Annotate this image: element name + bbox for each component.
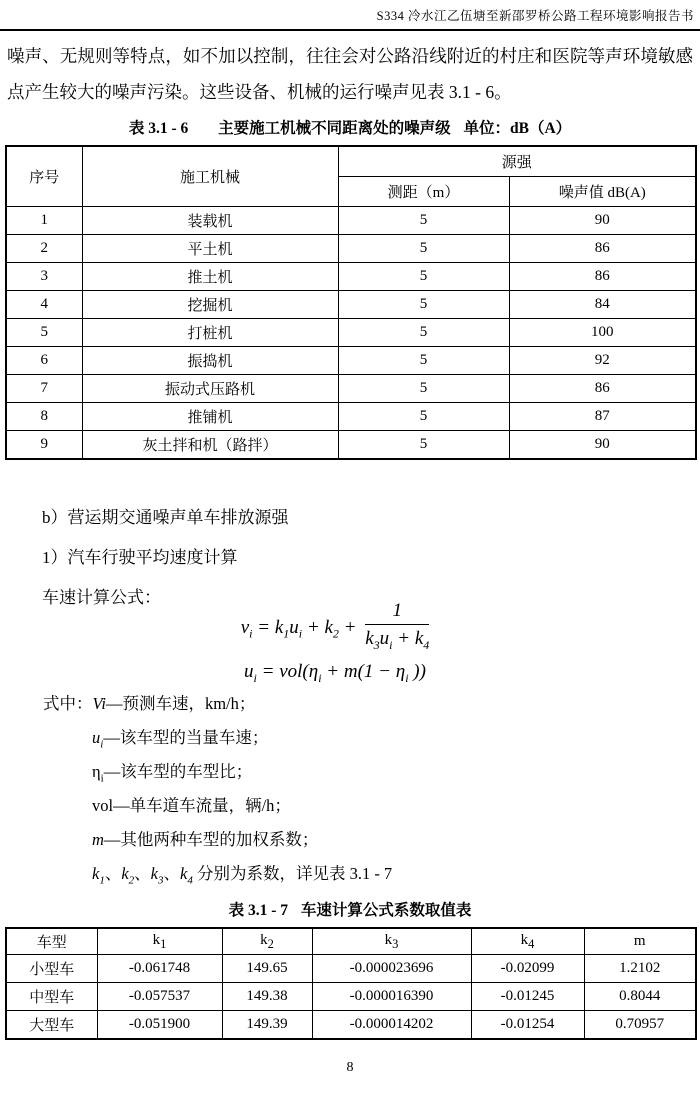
cell-distance: 5 — [338, 347, 509, 375]
table-row — [6, 235, 696, 263]
table-row — [6, 375, 696, 403]
coeff-table-title-text: 车速计算公式系数取值表 — [300, 902, 472, 919]
cell-machine: 灰土拌和机（路拌） — [82, 431, 338, 460]
formula-eq2: $u_i = vol(\eta_i + m(1 - \eta_i$ )) — [244, 660, 426, 685]
table-row — [6, 263, 696, 291]
formula-intro: 车速计算公式： — [42, 588, 161, 607]
cell-vehicle-type: 小型车 — [6, 955, 97, 983]
definition-line: $u_i—$该车型的当量车速； — [92, 728, 269, 751]
cell-k2: 149.39 — [222, 1011, 312, 1040]
col-header-noise: 噪声值 dB(A) — [509, 177, 696, 207]
cell-no: 7 — [6, 375, 82, 403]
cell-noise: 90 — [509, 207, 696, 235]
cell-distance: 5 — [338, 207, 509, 235]
cell-noise: 86 — [509, 235, 696, 263]
header-title: S334 冷水江乙伍塘至新邵罗桥公路工程环境影响报告书 — [376, 9, 694, 23]
cell-no: 6 — [6, 347, 82, 375]
section-heading-b: b）营运期交通噪声单车排放源强 — [42, 508, 289, 527]
table-row — [6, 431, 696, 460]
col-header-source: 源强 — [338, 146, 696, 177]
cell-no: 5 — [6, 319, 82, 347]
cell-k3: -0.000016390 — [312, 983, 471, 1011]
cell-vehicle-type: 大型车 — [6, 1011, 97, 1040]
noise-table-title-text: 主要施工机械不同距离处的噪声级 — [218, 120, 451, 137]
col-header-k1: $k_1$ — [97, 928, 222, 955]
col-header-no: 序号 — [6, 146, 82, 207]
cell-distance: 5 — [338, 375, 509, 403]
coeff-table-header-row — [6, 928, 696, 955]
cell-noise: 90 — [509, 431, 696, 460]
table-row — [6, 955, 696, 983]
cell-m: 0.8044 — [584, 983, 696, 1011]
col-header-vehicle-type: 车型 — [6, 928, 97, 955]
col-header-k4: $k_4$ — [471, 928, 584, 955]
cell-machine: 推铺机 — [82, 403, 338, 431]
cell-machine: 挖掘机 — [82, 291, 338, 319]
cell-no: 1 — [6, 207, 82, 235]
fraction: $\frac{1}{k_3u_i + k_4}$ — [365, 600, 430, 652]
cell-machine: 振动式压路机 — [82, 375, 338, 403]
cell-machine: 装载机 — [82, 207, 338, 235]
cell-machine: 振捣机 — [82, 347, 338, 375]
coeff-table-title-label: 表 3.1 - 7 — [228, 902, 289, 919]
cell-k1: -0.057537 — [97, 983, 222, 1011]
cell-no: 8 — [6, 403, 82, 431]
definition-line: vol—单车道车流量，辆/h； — [92, 796, 291, 815]
table-row — [6, 983, 696, 1011]
cell-k1: -0.061748 — [97, 955, 222, 983]
cell-k3: -0.000014202 — [312, 1011, 471, 1040]
cell-distance: 5 — [338, 403, 509, 431]
col-header-machine: 施工机械 — [82, 146, 338, 207]
cell-k4: -0.01245 — [471, 983, 584, 1011]
definition-line: 式中：Vi—预测车速，km/h； — [43, 694, 256, 713]
col-header-distance: 测距（m） — [338, 177, 509, 207]
cell-noise: 86 — [509, 375, 696, 403]
noise-table — [5, 145, 697, 460]
col-header-m: m — [584, 928, 696, 955]
table-row — [6, 207, 696, 235]
speed-formula — [0, 601, 670, 686]
cell-m: 1.2102 — [584, 955, 696, 983]
cell-k4: -0.01254 — [471, 1011, 584, 1040]
definition-lead: 式中： — [43, 694, 93, 713]
cell-machine: 打桩机 — [82, 319, 338, 347]
cell-distance: 5 — [338, 319, 509, 347]
cell-no: 3 — [6, 263, 82, 291]
table-row — [6, 1011, 696, 1040]
cell-noise: 87 — [509, 403, 696, 431]
cell-no: 9 — [6, 431, 82, 460]
formula-eq1: $v_i = k_1u_i + k_2$ + $\frac{1}{k_3u_i + k_4}$ — [0, 601, 670, 656]
page-number: 8 — [346, 1060, 354, 1075]
cell-k1: -0.051900 — [97, 1011, 222, 1040]
table-row — [6, 291, 696, 319]
table-row — [6, 403, 696, 431]
definition-line-k-coefficients: $k_1$、$k_2$、$k_3$、$k_4$ 分别为系数，详见表 3.1 - 7 — [92, 864, 393, 887]
noise-table-title-label: 表 3.1 - 6 — [128, 120, 189, 137]
section-heading-1: 1）汽车行驶平均速度计算 — [42, 548, 238, 567]
noise-table-header-row-1 — [6, 146, 696, 177]
cell-distance: 5 — [338, 235, 509, 263]
cell-vehicle-type: 中型车 — [6, 983, 97, 1011]
cell-distance: 5 — [338, 431, 509, 460]
cell-k3: -0.000023696 — [312, 955, 471, 983]
cell-k4: -0.02099 — [471, 955, 584, 983]
cell-no: 2 — [6, 235, 82, 263]
cell-k2: 149.65 — [222, 955, 312, 983]
noise-table-title — [0, 116, 700, 138]
cell-machine: 平土机 — [82, 235, 338, 263]
col-header-k3: $k_3$ — [312, 928, 471, 955]
cell-k2: 149.38 — [222, 983, 312, 1011]
col-header-k2: $k_2$ — [222, 928, 312, 955]
page-header — [0, 6, 694, 24]
cell-distance: 5 — [338, 291, 509, 319]
intro-paragraph: 噪声、无规则等特点，如不加以控制，往往会对公路沿线附近的村庄和医院等声环境敏感点产生较大的噪声污染。这些设备、机械的运行噪声见表 3.1 - 6。 — [7, 46, 693, 102]
header-rule — [0, 29, 700, 31]
definition-line: $\eta_i—$该车型的车型比； — [92, 762, 253, 785]
cell-noise: 84 — [509, 291, 696, 319]
coeff-table — [5, 927, 697, 1040]
cell-noise: 86 — [509, 263, 696, 291]
cell-machine: 推土机 — [82, 263, 338, 291]
formula-definitions — [43, 687, 683, 891]
cell-noise: 92 — [509, 347, 696, 375]
cell-m: 0.70957 — [584, 1011, 696, 1040]
table-row — [6, 347, 696, 375]
cell-distance: 5 — [338, 263, 509, 291]
cell-no: 4 — [6, 291, 82, 319]
cell-noise: 100 — [509, 319, 696, 347]
coeff-table-title — [0, 898, 700, 920]
table-row — [6, 319, 696, 347]
noise-table-title-unit: 单位：dB（A） — [463, 120, 572, 137]
definition-line: m—其他两种车型的加权系数； — [92, 830, 319, 849]
